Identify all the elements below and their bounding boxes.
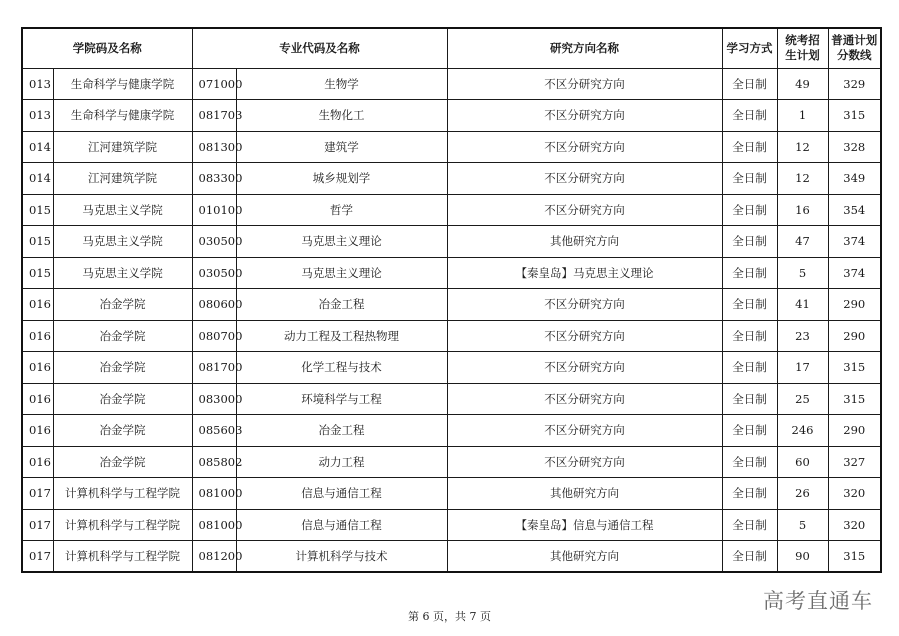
major-name-cell: 冶金工程 [236, 289, 447, 321]
score-line-cell: 320 [828, 478, 881, 510]
college-code-cell: 013 [22, 68, 53, 100]
direction-cell: 不区分研究方向 [447, 289, 722, 321]
watermark: 高考直通车 [763, 589, 873, 613]
score-line-cell: 328 [828, 131, 881, 163]
major-name-cell: 化学工程与技术 [236, 352, 447, 384]
score-line-cell: 329 [828, 68, 881, 100]
college-name-cell: 冶金学院 [53, 320, 192, 352]
study-mode-cell: 全日制 [722, 415, 777, 447]
direction-cell: 不区分研究方向 [447, 163, 722, 195]
major-name-cell: 冶金工程 [236, 415, 447, 447]
plan-count-cell: 17 [777, 352, 828, 384]
score-line-cell: 315 [828, 383, 881, 415]
table-row [22, 163, 881, 195]
score-line-cell: 315 [828, 541, 881, 573]
study-mode-cell: 全日制 [722, 478, 777, 510]
direction-cell: 不区分研究方向 [447, 415, 722, 447]
college-code-cell: 015 [22, 194, 53, 226]
major-code-cell: 081200 [192, 541, 236, 573]
major-code-cell: 085603 [192, 415, 236, 447]
major-name-cell: 哲学 [236, 194, 447, 226]
table-row [22, 68, 881, 100]
direction-cell: 不区分研究方向 [447, 320, 722, 352]
header-major: 专业代码及名称 [192, 28, 447, 68]
table-row [22, 478, 881, 510]
college-name-cell: 冶金学院 [53, 352, 192, 384]
plan-count-cell: 1 [777, 100, 828, 132]
college-code-cell: 016 [22, 320, 53, 352]
college-name-cell: 马克思主义学院 [53, 226, 192, 258]
direction-cell: 其他研究方向 [447, 226, 722, 258]
college-code-cell: 016 [22, 352, 53, 384]
score-line-cell: 374 [828, 257, 881, 289]
plan-count-cell: 23 [777, 320, 828, 352]
study-mode-cell: 全日制 [722, 194, 777, 226]
college-name-cell: 计算机科学与工程学院 [53, 478, 192, 510]
score-line-cell: 320 [828, 509, 881, 541]
plan-count-cell: 16 [777, 194, 828, 226]
major-code-cell: 080700 [192, 320, 236, 352]
table-row [22, 383, 881, 415]
admission-table [21, 27, 882, 573]
college-name-cell: 马克思主义学院 [53, 194, 192, 226]
major-name-cell: 信息与通信工程 [236, 478, 447, 510]
direction-cell: 其他研究方向 [447, 541, 722, 573]
table-row [22, 320, 881, 352]
major-name-cell: 城乡规划学 [236, 163, 447, 195]
college-name-cell: 冶金学院 [53, 289, 192, 321]
score-line-cell: 315 [828, 100, 881, 132]
header-row [22, 28, 881, 68]
table-row [22, 415, 881, 447]
major-code-cell: 071000 [192, 68, 236, 100]
table-row [22, 509, 881, 541]
major-name-cell: 生物化工 [236, 100, 447, 132]
major-name-cell: 计算机科学与技术 [236, 541, 447, 573]
plan-count-cell: 5 [777, 257, 828, 289]
major-code-cell: 081300 [192, 131, 236, 163]
major-name-cell: 马克思主义理论 [236, 257, 447, 289]
major-name-cell: 环境科学与工程 [236, 383, 447, 415]
table-row [22, 352, 881, 384]
direction-cell: 【秦皇岛】信息与通信工程 [447, 509, 722, 541]
table-row [22, 289, 881, 321]
direction-cell: 不区分研究方向 [447, 383, 722, 415]
major-code-cell: 030500 [192, 226, 236, 258]
direction-cell: 【秦皇岛】马克思主义理论 [447, 257, 722, 289]
plan-count-cell: 47 [777, 226, 828, 258]
direction-cell: 其他研究方向 [447, 478, 722, 510]
college-code-cell: 016 [22, 383, 53, 415]
major-code-cell: 083000 [192, 383, 236, 415]
study-mode-cell: 全日制 [722, 257, 777, 289]
direction-cell: 不区分研究方向 [447, 100, 722, 132]
college-code-cell: 015 [22, 226, 53, 258]
college-code-cell: 017 [22, 478, 53, 510]
score-line-cell: 354 [828, 194, 881, 226]
direction-cell: 不区分研究方向 [447, 446, 722, 478]
study-mode-cell: 全日制 [722, 226, 777, 258]
score-line-cell: 290 [828, 415, 881, 447]
study-mode-cell: 全日制 [722, 68, 777, 100]
college-name-cell: 冶金学院 [53, 446, 192, 478]
header-score-text: 普通计划分数线 [831, 33, 878, 63]
header-mode: 学习方式 [722, 28, 777, 68]
study-mode-cell: 全日制 [722, 131, 777, 163]
college-code-cell: 014 [22, 131, 53, 163]
header-plan [777, 28, 828, 68]
score-line-cell: 290 [828, 320, 881, 352]
header-plan-text: 统考招生计划 [785, 33, 820, 63]
score-line-cell: 327 [828, 446, 881, 478]
header-college: 学院码及名称 [22, 28, 192, 68]
score-line-cell: 290 [828, 289, 881, 321]
major-code-cell: 083300 [192, 163, 236, 195]
plan-count-cell: 246 [777, 415, 828, 447]
header-score [828, 28, 881, 68]
plan-count-cell: 5 [777, 509, 828, 541]
score-line-cell: 349 [828, 163, 881, 195]
table-row [22, 446, 881, 478]
direction-cell: 不区分研究方向 [447, 352, 722, 384]
study-mode-cell: 全日制 [722, 541, 777, 573]
header-direction: 研究方向名称 [447, 28, 722, 68]
major-name-cell: 信息与通信工程 [236, 509, 447, 541]
plan-count-cell: 25 [777, 383, 828, 415]
major-name-cell: 建筑学 [236, 131, 447, 163]
college-name-cell: 计算机科学与工程学院 [53, 509, 192, 541]
score-line-cell: 315 [828, 352, 881, 384]
college-name-cell: 江河建筑学院 [53, 163, 192, 195]
major-code-cell: 081700 [192, 352, 236, 384]
study-mode-cell: 全日制 [722, 100, 777, 132]
major-code-cell: 030500 [192, 257, 236, 289]
college-code-cell: 016 [22, 289, 53, 321]
plan-count-cell: 26 [777, 478, 828, 510]
plan-count-cell: 90 [777, 541, 828, 573]
major-name-cell: 动力工程及工程热物理 [236, 320, 447, 352]
major-name-cell: 动力工程 [236, 446, 447, 478]
table-row [22, 194, 881, 226]
table-row [22, 100, 881, 132]
college-code-cell: 017 [22, 509, 53, 541]
study-mode-cell: 全日制 [722, 383, 777, 415]
study-mode-cell: 全日制 [722, 352, 777, 384]
college-code-cell: 013 [22, 100, 53, 132]
study-mode-cell: 全日制 [722, 289, 777, 321]
plan-count-cell: 12 [777, 131, 828, 163]
college-name-cell: 马克思主义学院 [53, 257, 192, 289]
plan-count-cell: 49 [777, 68, 828, 100]
direction-cell: 不区分研究方向 [447, 131, 722, 163]
major-code-cell: 081000 [192, 509, 236, 541]
college-code-cell: 014 [22, 163, 53, 195]
table-body [22, 68, 881, 572]
major-code-cell: 081000 [192, 478, 236, 510]
college-code-cell: 016 [22, 415, 53, 447]
study-mode-cell: 全日制 [722, 320, 777, 352]
table-row [22, 226, 881, 258]
college-code-cell: 016 [22, 446, 53, 478]
major-code-cell: 085802 [192, 446, 236, 478]
college-name-cell: 冶金学院 [53, 415, 192, 447]
major-code-cell: 081703 [192, 100, 236, 132]
table-row [22, 541, 881, 573]
direction-cell: 不区分研究方向 [447, 68, 722, 100]
college-name-cell: 生命科学与健康学院 [53, 68, 192, 100]
direction-cell: 不区分研究方向 [447, 194, 722, 226]
college-code-cell: 015 [22, 257, 53, 289]
major-code-cell: 080600 [192, 289, 236, 321]
major-code-cell: 010100 [192, 194, 236, 226]
college-code-cell: 017 [22, 541, 53, 573]
plan-count-cell: 60 [777, 446, 828, 478]
plan-count-cell: 41 [777, 289, 828, 321]
plan-count-cell: 12 [777, 163, 828, 195]
score-line-cell: 374 [828, 226, 881, 258]
table-row [22, 257, 881, 289]
college-name-cell: 生命科学与健康学院 [53, 100, 192, 132]
page-footer: 第 6 页，共 7 页 [408, 610, 491, 623]
college-name-cell: 江河建筑学院 [53, 131, 192, 163]
study-mode-cell: 全日制 [722, 446, 777, 478]
college-name-cell: 计算机科学与工程学院 [53, 541, 192, 573]
table-row [22, 131, 881, 163]
college-name-cell: 冶金学院 [53, 383, 192, 415]
study-mode-cell: 全日制 [722, 163, 777, 195]
major-name-cell: 生物学 [236, 68, 447, 100]
major-name-cell: 马克思主义理论 [236, 226, 447, 258]
study-mode-cell: 全日制 [722, 509, 777, 541]
